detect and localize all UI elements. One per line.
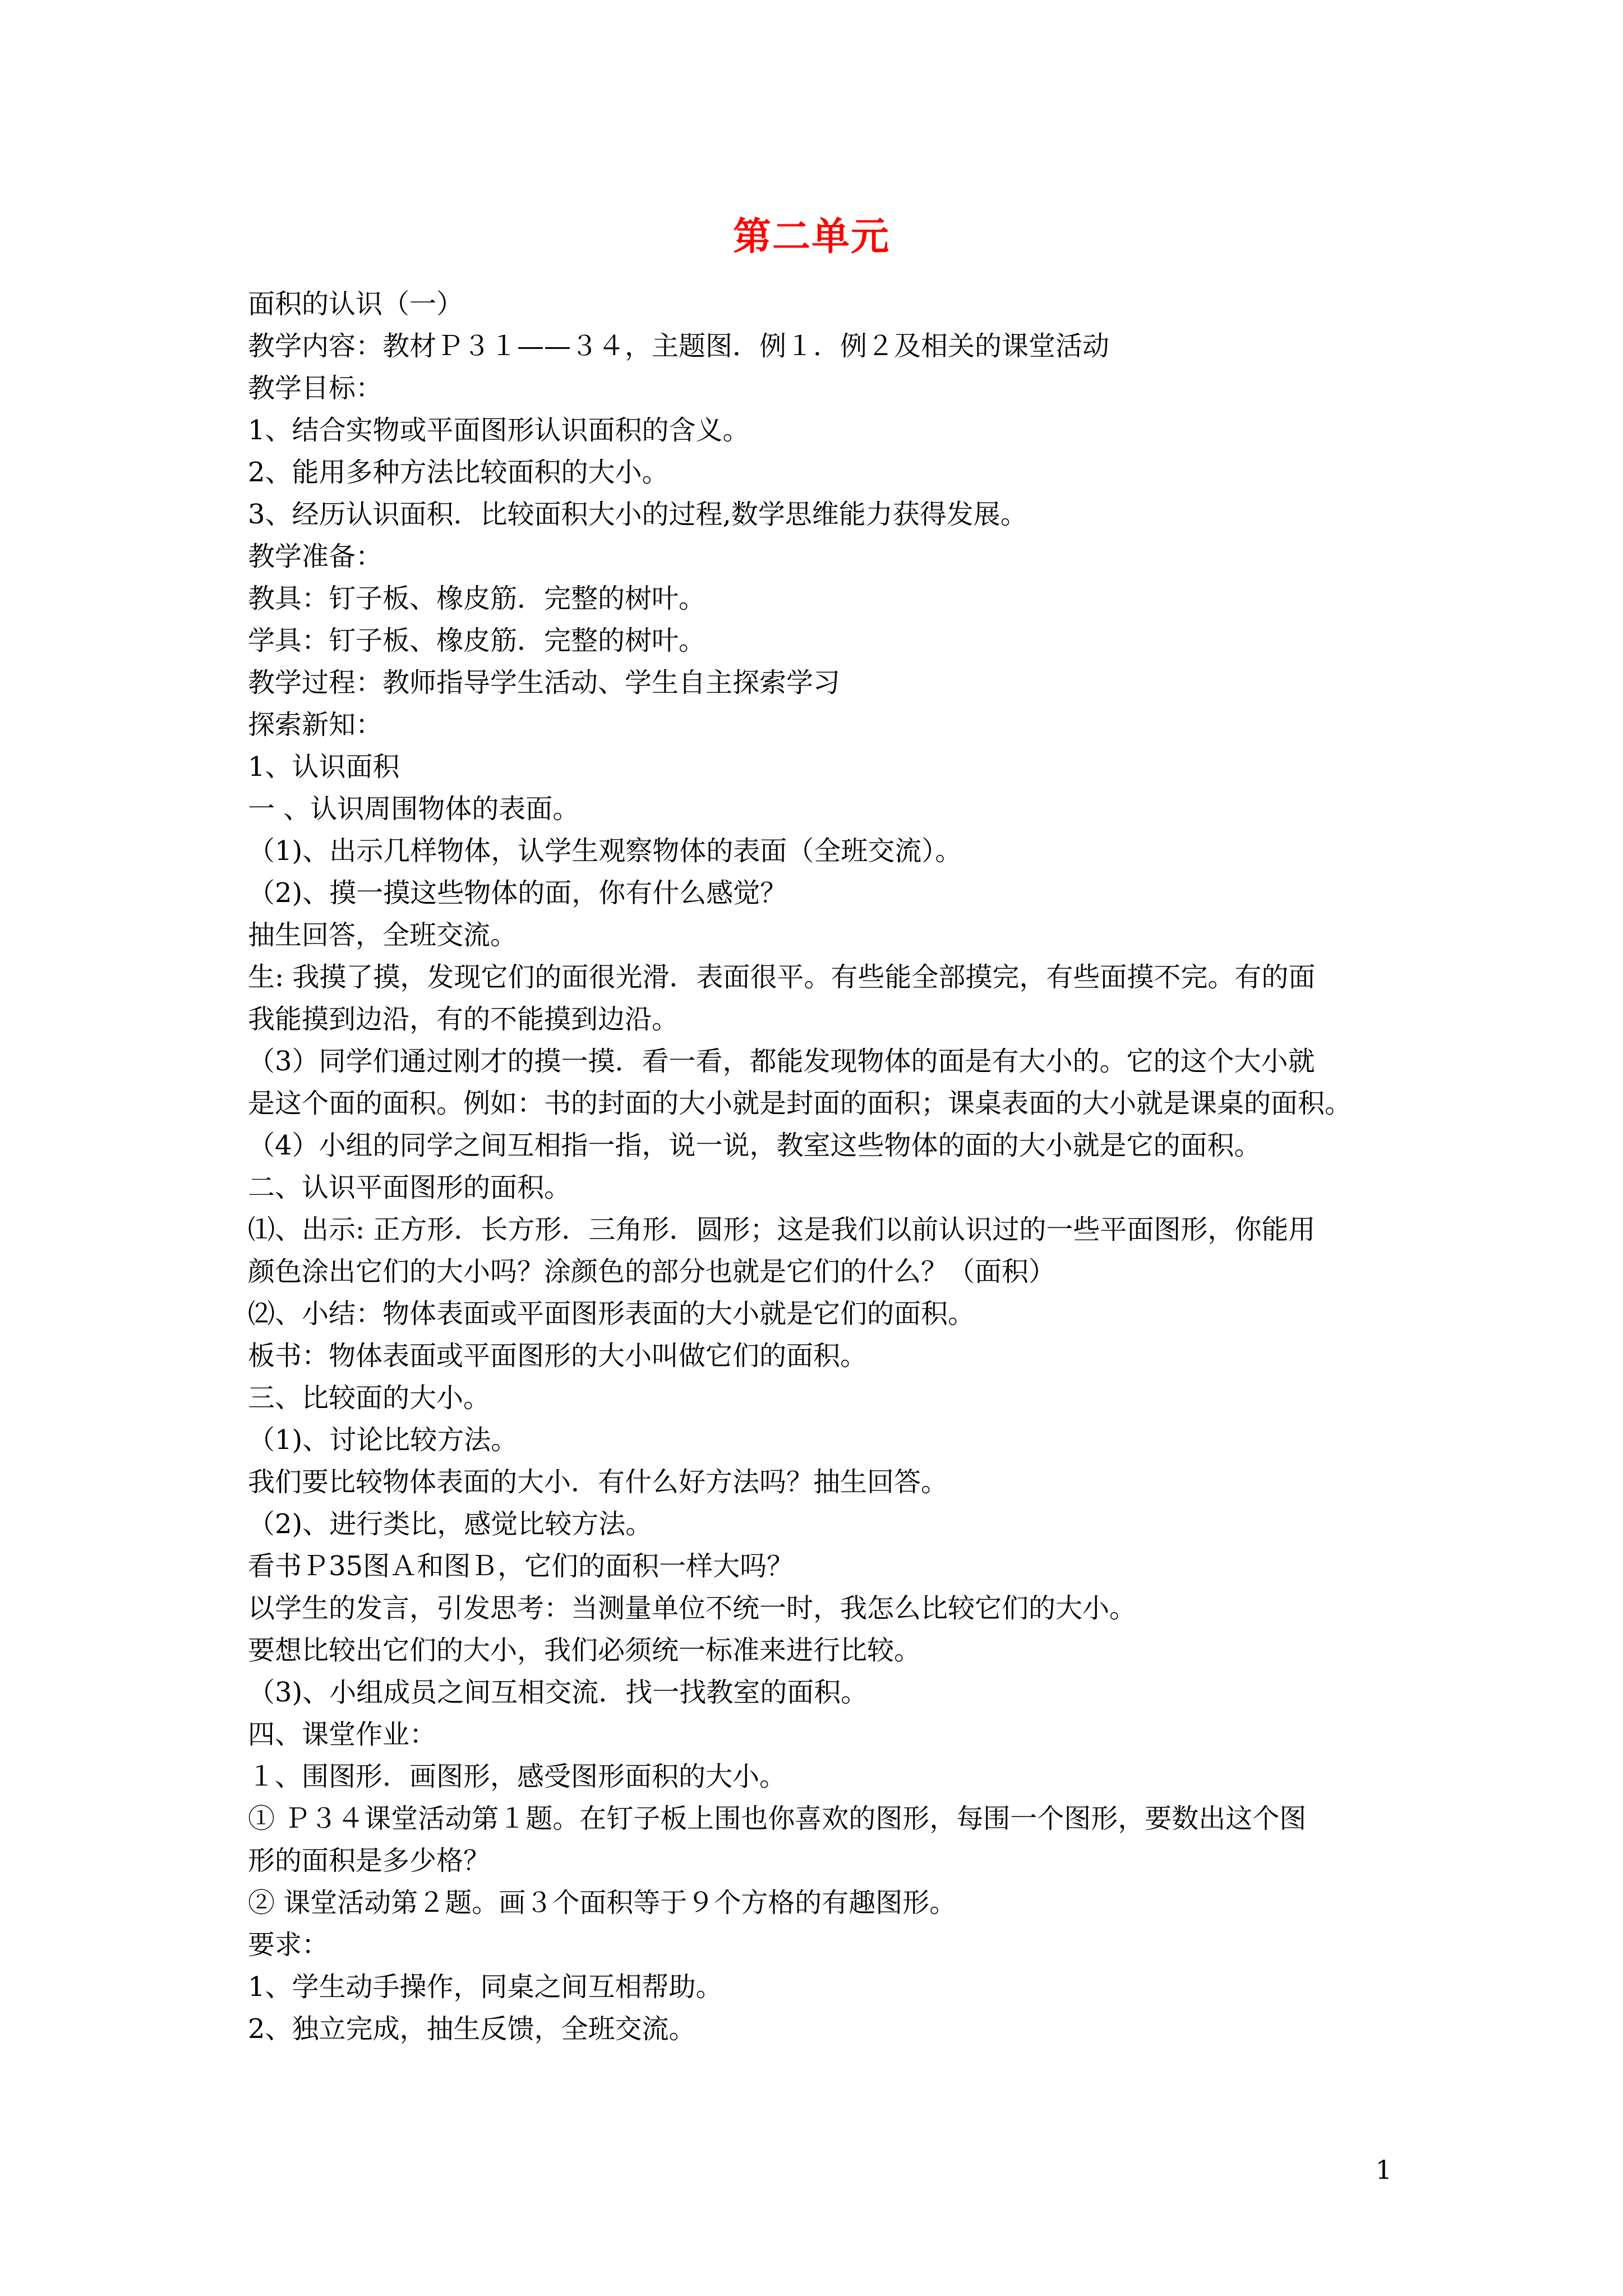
text-line: 抽生回答，全班交流。 <box>248 919 518 951</box>
page-title: 第二单元 <box>732 214 890 259</box>
text-line: ① Ｐ３４课堂活动第１题。在钉子板上围也你喜欢的图形，每围一个图形，要数出这个图 <box>248 1803 1307 1834</box>
text-line: 教学准备： <box>248 541 383 572</box>
text-line: （3）同学们通过刚才的摸一摸．看一看，都能发现物体的面是有大小的。它的这个大小就 <box>248 1046 1315 1077</box>
text-line: （2)、摸一摸这些物体的面，你有什么感觉？ <box>248 877 787 909</box>
text-line: 学具：钉子板、橡皮筋．完整的树叶。 <box>248 625 706 656</box>
text-line: 一 、认识周围物体的表面。 <box>248 793 580 825</box>
text-line: （1)、出示几样物体，认学生观察物体的表面（全班交流）。 <box>248 835 962 867</box>
text-line: 探索新知： <box>248 709 383 740</box>
text-line: 看书Ｐ35图Ａ和图Ｂ，它们的面积一样大吗？ <box>248 1550 794 1582</box>
text-line: 要想比较出它们的大小，我们必须统一标准来进行比较。 <box>248 1635 921 1666</box>
text-line: ⑵、小结：物体表面或平面图形表面的大小就是它们的面积。 <box>248 1298 975 1329</box>
text-line: （4）小组的同学之间互相指一指，说一说，教室这些物体的面的大小就是它的面积。 <box>248 1130 1261 1161</box>
text-line: 教学过程：教师指导学生活动、学生自主探索学习 <box>248 667 841 698</box>
text-line: ⑴、出示: 正方形．长方形．三角形．圆形；这是我们以前认识过的一些平面图形，你能用 <box>248 1214 1316 1245</box>
text-line: 教学内容：教材Ｐ３１——３４，主题图．例１．例２及相关的课堂活动 <box>248 330 1110 362</box>
text-line: 1、学生动手操作，同桌之间互相帮助。 <box>248 1971 723 2003</box>
text-line: 板书：物体表面或平面图形的大小叫做它们的面积。 <box>248 1340 868 1372</box>
text-line: １、围图形．画图形，感受图形面积的大小。 <box>248 1761 787 1792</box>
text-line: 形的面积是多少格？ <box>248 1845 491 1876</box>
text-line: 教学目标： <box>248 372 383 404</box>
text-line: （2)、进行类比，感觉比较方法。 <box>248 1508 653 1540</box>
text-line: 2、独立完成，抽生反馈，全班交流。 <box>248 2013 696 2045</box>
text-line: 要求： <box>248 1929 329 1961</box>
text-line: 我能摸到边沿，有的不能摸到边沿。 <box>248 1004 679 1035</box>
text-line: 四、课堂作业： <box>248 1719 437 1750</box>
text-line: 二、认识平面图形的面积。 <box>248 1172 571 1203</box>
text-line: 面积的认识（一） <box>248 288 464 320</box>
text-line: （3)、小组成员之间互相交流．找一找教室的面积。 <box>248 1677 868 1708</box>
text-line: （1)、讨论比较方法。 <box>248 1424 518 1456</box>
document-body <box>248 283 1392 2050</box>
text-line: 教具：钉子板、橡皮筋．完整的树叶。 <box>248 583 706 614</box>
text-line: 以学生的发言，引发思考：当测量单位不统一时，我怎么比较它们的大小。 <box>248 1593 1137 1624</box>
text-line: 生: 我摸了摸，发现它们的面很光滑．表面很平。有些能全部摸完，有些面摸不完。有的面 <box>248 961 1316 993</box>
text-line: 颜色涂出它们的大小吗？涂颜色的部分也就是它们的什么？（面积） <box>248 1256 1056 1287</box>
page-number: 1 <box>1375 2155 1392 2185</box>
text-line: ② 课堂活动第２题。画３个面积等于９个方格的有趣图形。 <box>248 1887 957 1918</box>
text-line: 三、比较面的大小。 <box>248 1382 491 1414</box>
text-line: 1、认识面积 <box>248 751 400 783</box>
text-line: 2、能用多种方法比较面积的大小。 <box>248 457 669 488</box>
text-line: 我们要比较物体表面的大小．有什么好方法吗？抽生回答。 <box>248 1466 948 1498</box>
text-line: 3、经历认识面积．比较面积大小的过程,数学思维能力获得发展。 <box>248 499 1027 530</box>
text-line: 是这个面的面积。例如：书的封面的大小就是封面的面积；课桌表面的大小就是课桌的面积。 <box>248 1088 1352 1119</box>
text-line: 1、结合实物或平面图形认识面积的含义。 <box>248 415 750 446</box>
